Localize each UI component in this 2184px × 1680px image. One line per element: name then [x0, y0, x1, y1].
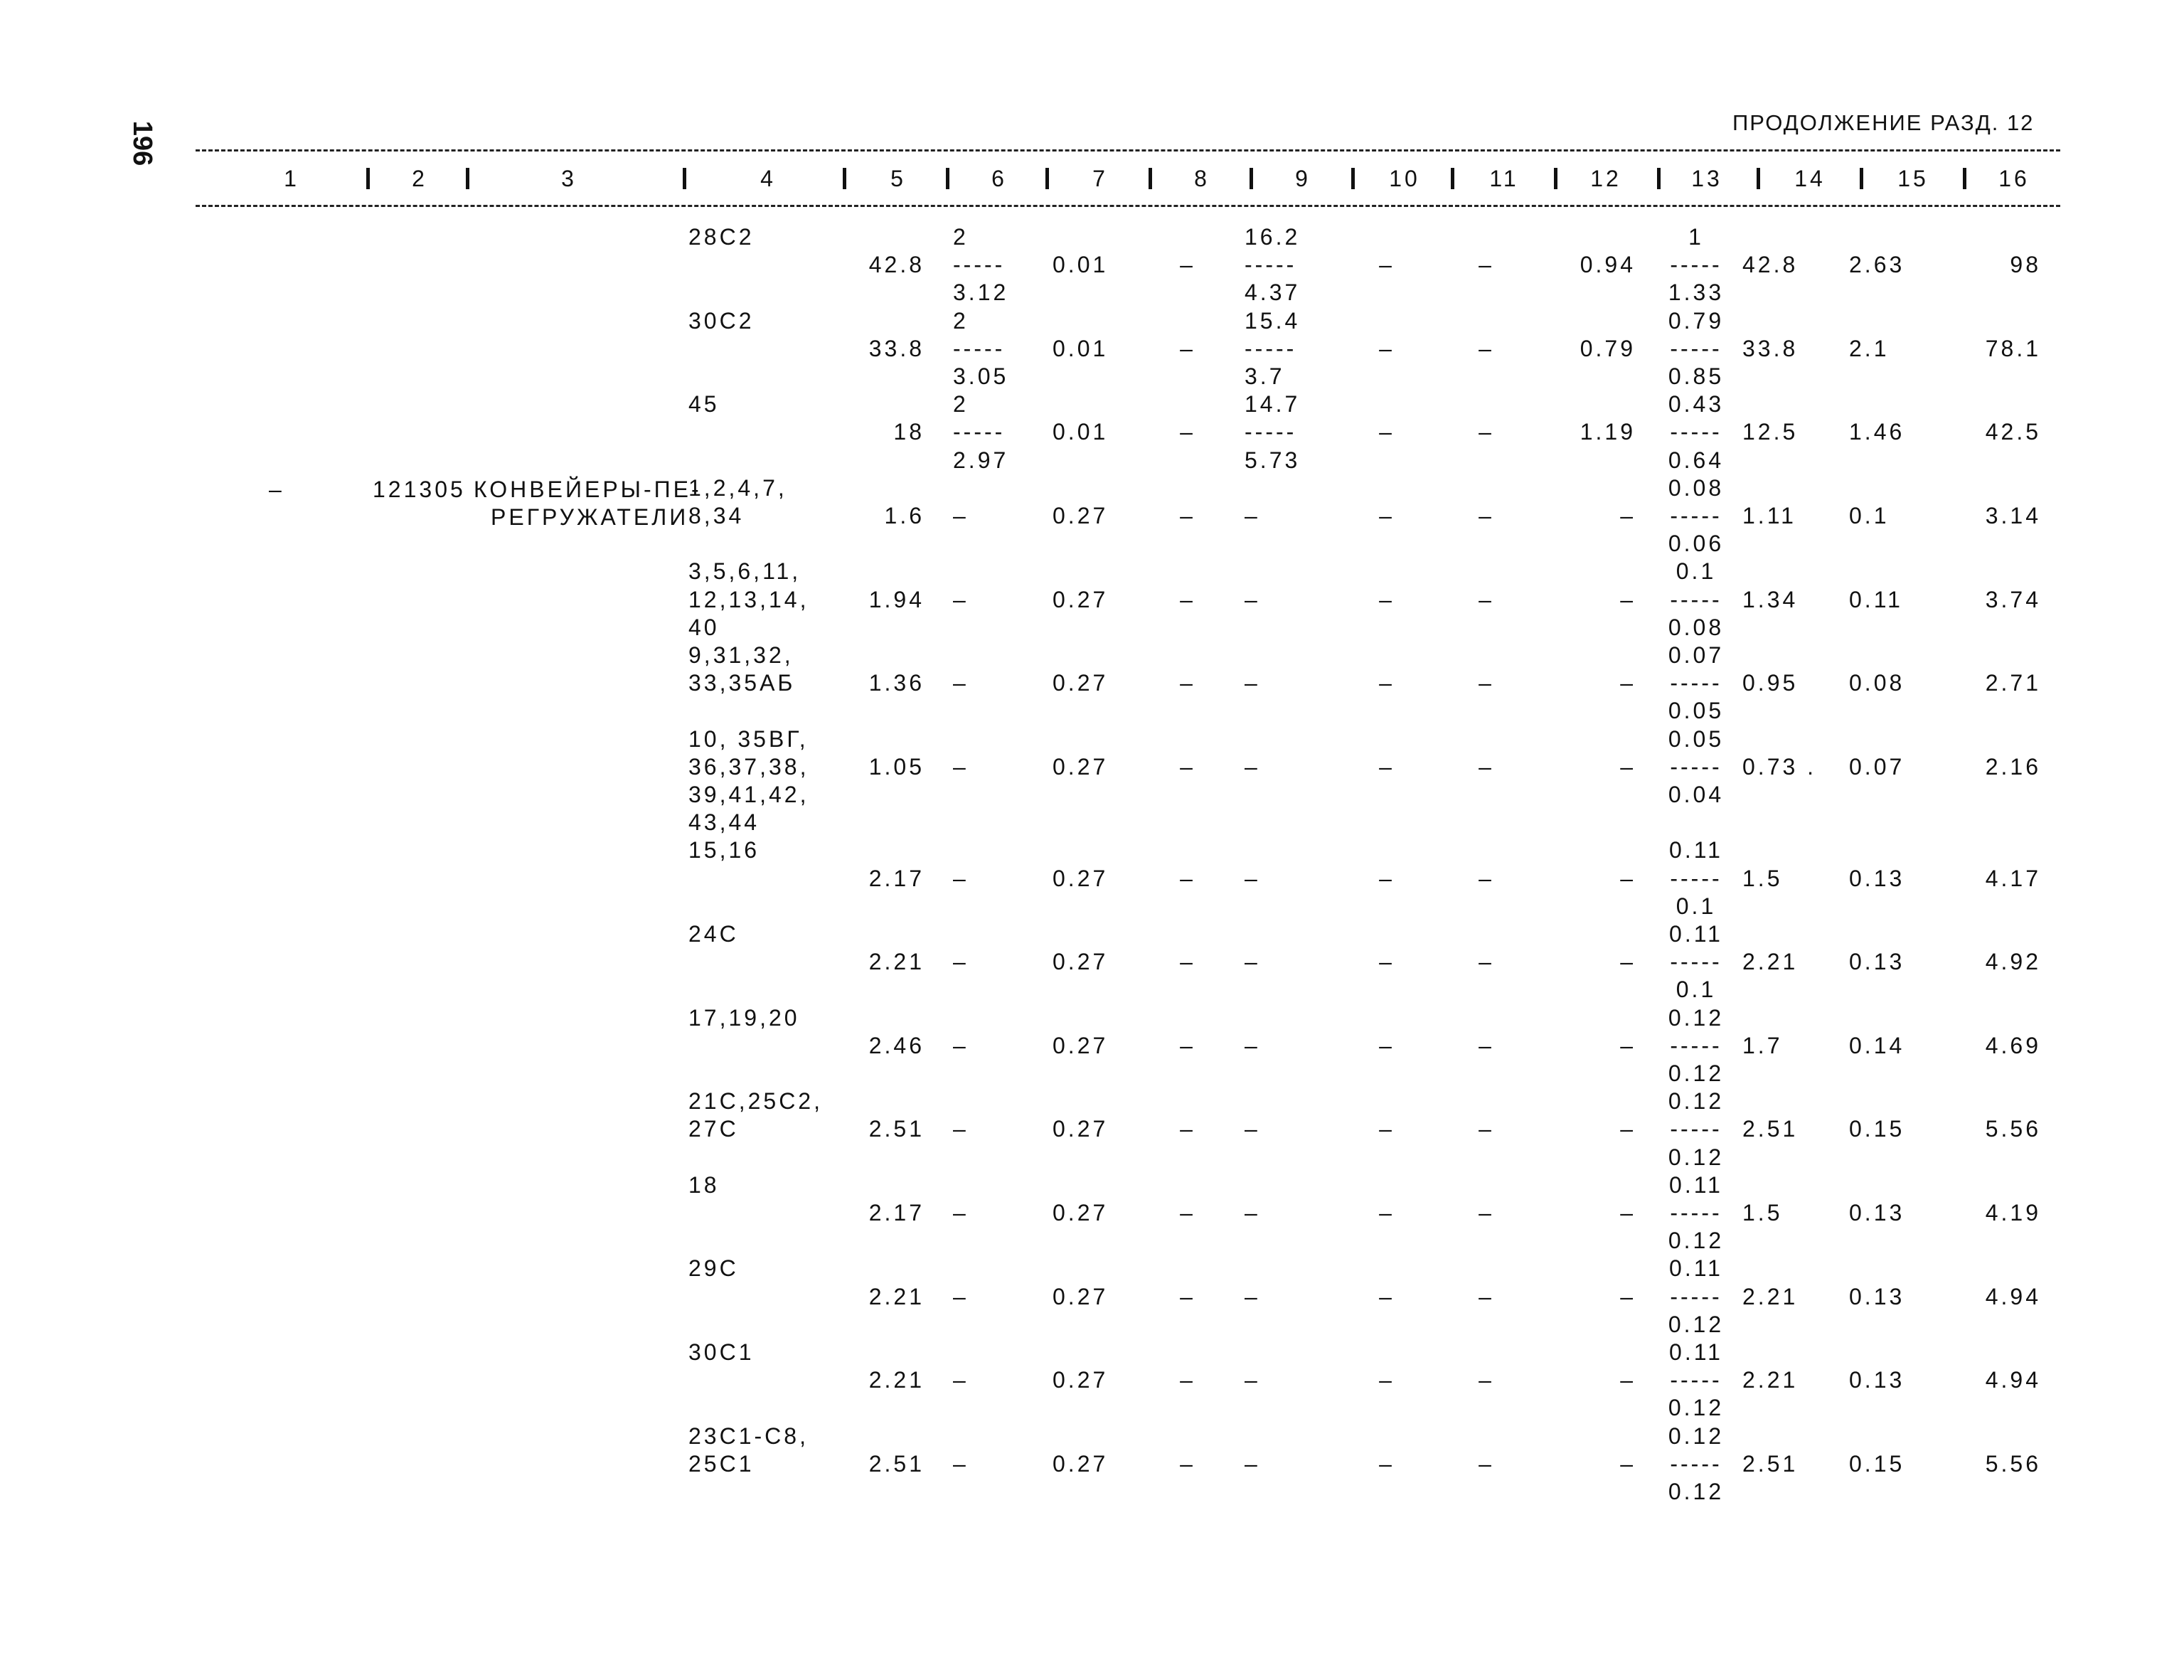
cell-c11: –: [1479, 1200, 1494, 1226]
cell-c8: –: [1180, 252, 1195, 278]
cell-c15: 2.63: [1849, 252, 1905, 278]
fraction-c13-bar: -----: [1670, 335, 1722, 361]
fraction-c13-bar: -----: [1670, 1032, 1722, 1058]
fraction-c13-numerator: 0.11: [1669, 1339, 1723, 1365]
column-header-4: 4: [760, 166, 776, 191]
cell-c15: 0.15: [1849, 1116, 1905, 1142]
fraction-c13-bar: -----: [1670, 949, 1722, 975]
fraction-c13-bar: -----: [1670, 1367, 1722, 1393]
cell-c15: 0.15: [1849, 1450, 1905, 1477]
cell-c6: –: [953, 1116, 969, 1142]
column-header-8: 8: [1194, 166, 1210, 191]
group-code: 121305: [373, 477, 466, 502]
cell-c9: –: [1245, 865, 1260, 891]
cell-c8: –: [1180, 865, 1195, 891]
cell-c16: 98: [2010, 252, 2041, 278]
fraction-c13-denominator: 0.12: [1668, 1060, 1725, 1086]
fraction-c13-bar: -----: [1670, 1450, 1722, 1477]
fraction-c13-numerator: 0.11: [1669, 1255, 1723, 1282]
cell-c15: 0.13: [1849, 1200, 1905, 1226]
cell-c5: 2.17: [868, 865, 925, 891]
fraction-c13-denominator: 0.12: [1668, 1144, 1725, 1170]
column-separator: [1149, 168, 1152, 189]
cell-c12: –: [1620, 1116, 1636, 1142]
fraction-c13-denominator: 0.05: [1668, 698, 1725, 724]
column-separator: [946, 168, 949, 189]
cell-c8: –: [1180, 586, 1195, 612]
column-separator: [1451, 168, 1454, 189]
cell-c15: 1.46: [1849, 419, 1905, 445]
cell-c5: 2.46: [868, 1032, 925, 1058]
column-separator: [1757, 168, 1760, 189]
cell-c16: 2.16: [1985, 753, 2041, 780]
cell-c12: –: [1620, 1450, 1636, 1477]
cell-c6: –: [953, 586, 969, 612]
cell-c7: 0.27: [1053, 1450, 1109, 1477]
cell-c9: –: [1245, 949, 1260, 975]
fraction-c13-numerator: 0.12: [1668, 1004, 1725, 1031]
column-header-15: 15: [1897, 166, 1929, 191]
cell-c5: 2.51: [868, 1116, 925, 1142]
cell-c7: 0.27: [1053, 949, 1109, 975]
fraction-c13-numerator: 0.12: [1668, 1423, 1725, 1449]
fraction-c13-bar: -----: [1670, 865, 1722, 891]
cell-c16: 5.56: [1985, 1450, 2041, 1477]
fraction-c6-bar: -----: [953, 252, 1006, 278]
column-header-3: 3: [561, 166, 577, 191]
fraction-c13-numerator: 0.12: [1668, 1088, 1725, 1115]
cell-c15: 0.14: [1849, 1032, 1905, 1058]
cell-c14: 2.51: [1742, 1116, 1799, 1142]
fraction-c13-numerator: 0.05: [1668, 725, 1725, 752]
column-separator: [366, 168, 370, 189]
cell-c9: –: [1245, 503, 1260, 528]
cell-c14: 0.95: [1742, 670, 1799, 696]
cell-c7: 0.27: [1053, 1116, 1109, 1142]
column-separator: [1657, 168, 1661, 189]
cell-c7: 0.27: [1053, 503, 1109, 528]
fraction-c13-denominator: 0.08: [1668, 614, 1725, 640]
fraction-c9-numerator: 15.4: [1245, 307, 1301, 334]
cell-c10: –: [1379, 949, 1395, 975]
cell-c7: 0.27: [1053, 1283, 1109, 1309]
row-designation-line: 27С: [688, 1116, 739, 1142]
column-header-13: 13: [1691, 166, 1722, 191]
cell-c10: –: [1379, 753, 1395, 780]
cell-c8: –: [1180, 1032, 1195, 1058]
cell-c8: –: [1180, 503, 1195, 528]
cell-c14: 2.21: [1742, 1367, 1799, 1393]
cell-c6: –: [953, 503, 969, 528]
cell-c10: –: [1379, 1283, 1395, 1309]
cell-c10: –: [1379, 503, 1395, 528]
fraction-c6-numerator: 2: [953, 391, 969, 418]
row-designation-line: 43,44: [688, 809, 760, 836]
column-header-11: 11: [1489, 166, 1519, 191]
row-designation-line: 18: [688, 1171, 720, 1198]
row-designation-line: 30С1: [688, 1339, 755, 1365]
cell-c7: 0.01: [1053, 419, 1109, 445]
column-header-2: 2: [412, 166, 427, 191]
cell-c8: –: [1180, 1450, 1195, 1477]
fraction-c6-bar: -----: [953, 335, 1006, 361]
cell-c8: –: [1180, 335, 1195, 361]
cell-c5: 2.17: [868, 1200, 925, 1226]
column-header-10: 10: [1389, 166, 1420, 191]
cell-c5: 2.51: [868, 1450, 925, 1477]
row-designation-line: 23С1-С8,: [688, 1423, 809, 1449]
column-separator: [1963, 168, 1966, 189]
cell-c15: 2.1: [1849, 335, 1890, 361]
cell-c12: 1.19: [1580, 419, 1636, 445]
cell-c6: –: [953, 670, 969, 696]
column-header-9: 9: [1295, 166, 1311, 191]
row-designation-line: 17,19,20: [688, 1004, 800, 1031]
cell-c9: –: [1245, 670, 1260, 696]
cell-c12: –: [1620, 586, 1636, 612]
cell-c14: 2.21: [1742, 1283, 1799, 1309]
row-designation-line: 25С1: [688, 1450, 755, 1477]
column-header-12: 12: [1590, 166, 1621, 191]
cell-c16: 4.19: [1985, 1200, 2041, 1226]
cell-c10: –: [1379, 1200, 1395, 1226]
fraction-c13-bar: -----: [1670, 252, 1722, 278]
cell-c11: –: [1479, 335, 1494, 361]
row-designation-line: 21С,25С2,: [688, 1088, 823, 1115]
column-header-16: 16: [1998, 166, 2030, 191]
cell-c9: –: [1245, 753, 1260, 780]
column-header-7: 7: [1092, 166, 1108, 191]
cell-c10: –: [1379, 670, 1395, 696]
cell-c9: –: [1245, 586, 1260, 612]
fraction-c13-numerator: 0.08: [1668, 474, 1725, 501]
cell-c11: –: [1479, 949, 1494, 975]
cell-c7: 0.01: [1053, 335, 1109, 361]
cell-c5: 2.21: [868, 949, 925, 975]
cell-c12: –: [1620, 670, 1636, 696]
cell-c12: –: [1620, 753, 1636, 780]
fraction-c6-bar: -----: [953, 419, 1006, 445]
cell-c15: 0.11: [1849, 586, 1903, 612]
cell-c9: –: [1245, 1032, 1260, 1058]
cell-c14: 1.5: [1742, 865, 1783, 891]
cell-c12: –: [1620, 1200, 1636, 1226]
cell-c9: –: [1245, 1200, 1260, 1226]
row-designation-line: 9,31,32,: [688, 642, 794, 668]
fraction-c13-denominator: 1.33: [1668, 280, 1725, 306]
cell-c15: 0.08: [1849, 670, 1905, 696]
cell-c10: –: [1379, 335, 1395, 361]
cell-c8: –: [1180, 419, 1195, 445]
row-designation-line: 45: [688, 391, 720, 418]
fraction-c9-bar: -----: [1245, 252, 1297, 278]
cell-c11: –: [1479, 1367, 1494, 1393]
cell-c11: –: [1479, 1283, 1494, 1309]
fraction-c13-denominator: 0.64: [1668, 447, 1725, 473]
cell-c8: –: [1180, 1283, 1195, 1309]
cell-c7: 0.01: [1053, 252, 1109, 278]
column-header-5: 5: [890, 166, 906, 191]
cell-c10: –: [1379, 1450, 1395, 1477]
fraction-c13-bar: -----: [1670, 503, 1722, 528]
cell-c16: 4.69: [1985, 1032, 2041, 1058]
row-designation-line: 3,5,6,11,: [688, 558, 801, 585]
cell-c12: 0.94: [1580, 252, 1636, 278]
cell-c5: 1.94: [868, 586, 925, 612]
cell-c12: –: [1620, 865, 1636, 891]
cell-c5: 1.05: [868, 753, 925, 780]
cell-c11: –: [1479, 252, 1494, 278]
cell-c11: –: [1479, 586, 1494, 612]
cell-c12: 0.79: [1580, 335, 1636, 361]
column-separator: [683, 168, 686, 189]
cell-c15: 0.07: [1849, 753, 1905, 780]
cell-c10: –: [1379, 1032, 1395, 1058]
cell-c16: 3.74: [1985, 586, 2041, 612]
column-separator: [466, 168, 469, 189]
cell-c8: –: [1180, 949, 1195, 975]
cell-c12: –: [1620, 949, 1636, 975]
fraction-c13-bar: -----: [1670, 1283, 1722, 1309]
fraction-c13-bar: -----: [1670, 1116, 1722, 1142]
fraction-c13-denominator: 0.1: [1676, 977, 1717, 1003]
cell-c16: 42.5: [1985, 419, 2041, 445]
fraction-c9-bar: -----: [1245, 335, 1297, 361]
column-separator: [1250, 168, 1253, 189]
cell-c10: –: [1379, 1367, 1395, 1393]
fraction-c13-denominator: 0.12: [1668, 1311, 1725, 1337]
cell-c15: 0.13: [1849, 1367, 1905, 1393]
cell-c9: –: [1245, 1367, 1260, 1393]
cell-c11: –: [1479, 865, 1494, 891]
row-designation-line: 29С: [688, 1255, 739, 1282]
cell-c8: –: [1180, 753, 1195, 780]
cell-c11: –: [1479, 1032, 1494, 1058]
fraction-c13-numerator: 0.11: [1669, 1171, 1723, 1198]
cell-c15: 0.13: [1849, 865, 1905, 891]
fraction-c13-denominator: 0.06: [1668, 531, 1725, 557]
row-designation-line: 33,35АБ: [688, 670, 796, 696]
cell-c6: –: [953, 1450, 969, 1477]
cell-c6: –: [953, 949, 969, 975]
cell-c7: 0.27: [1053, 753, 1109, 780]
cell-c10: –: [1379, 252, 1395, 278]
cell-c6: –: [953, 1032, 969, 1058]
fraction-c9-numerator: 14.7: [1245, 391, 1301, 418]
group-name-line2: РЕГРУЖАТЕЛИ: [491, 504, 689, 530]
fraction-c9-denominator: 3.7: [1245, 363, 1285, 389]
cell-c11: –: [1479, 1116, 1494, 1142]
fraction-c6-denominator: 3.12: [953, 280, 1009, 306]
cell-c8: –: [1180, 670, 1195, 696]
cell-c5: 42.8: [868, 252, 925, 278]
group-dash: –: [269, 477, 284, 502]
cell-c16: 4.92: [1985, 949, 2041, 975]
group-name-line1: КОНВЕЙЕРЫ-ПЕ-: [474, 477, 702, 502]
cell-c14: 0.73 .: [1742, 753, 1817, 780]
cell-c7: 0.27: [1053, 865, 1109, 891]
cell-c5: 2.21: [868, 1367, 925, 1393]
cell-c16: 3.14: [1985, 503, 2041, 528]
row-designation-line: 39,41,42,: [688, 782, 809, 807]
cell-c12: –: [1620, 1283, 1636, 1309]
fraction-c13-denominator: 0.12: [1668, 1479, 1725, 1504]
cell-c12: –: [1620, 1032, 1636, 1058]
cell-c7: 0.27: [1053, 1032, 1109, 1058]
cell-c16: 4.94: [1985, 1283, 2041, 1309]
cell-c10: –: [1379, 865, 1395, 891]
cell-c15: 0.13: [1849, 1283, 1905, 1309]
cell-c14: 1.34: [1742, 586, 1799, 612]
row-designation-line: 40: [688, 614, 720, 640]
cell-c12: –: [1620, 503, 1636, 528]
cell-c15: 0.13: [1849, 949, 1905, 975]
row-designation-line: 15,16: [688, 837, 760, 863]
cell-c9: –: [1245, 1116, 1260, 1142]
row-designation-line: 36,37,38,: [688, 753, 809, 780]
cell-c14: 1.7: [1742, 1032, 1783, 1058]
header-bottom-rule: [196, 205, 2060, 207]
cell-c16: 4.17: [1985, 865, 2041, 891]
column-header-6: 6: [991, 166, 1007, 191]
cell-c14: 33.8: [1742, 335, 1799, 361]
cell-c11: –: [1479, 670, 1494, 696]
cell-c12: –: [1620, 1367, 1636, 1393]
fraction-c6-denominator: 2.97: [953, 447, 1009, 473]
fraction-c13-numerator: 0.11: [1669, 837, 1723, 863]
cell-c7: 0.27: [1053, 1200, 1109, 1226]
cell-c5: 1.6: [884, 503, 925, 528]
cell-c15: 0.1: [1849, 503, 1890, 528]
cell-c8: –: [1180, 1200, 1195, 1226]
cell-c5: 1.36: [868, 670, 925, 696]
cell-c9: –: [1245, 1283, 1260, 1309]
cell-c14: 42.8: [1742, 252, 1799, 278]
cell-c5: 33.8: [868, 335, 925, 361]
header-top-rule: [196, 149, 2060, 151]
column-header-14: 14: [1794, 166, 1826, 191]
row-designation-line: 8,34: [688, 503, 745, 528]
page-number: 196: [127, 120, 158, 166]
fraction-c13-numerator: 0.07: [1668, 642, 1725, 668]
fraction-c6-numerator: 2: [953, 307, 969, 334]
cell-c14: 12.5: [1742, 419, 1799, 445]
fraction-c13-denominator: 0.12: [1668, 1395, 1725, 1421]
fraction-c6-denominator: 3.05: [953, 363, 1009, 389]
cell-c11: –: [1479, 419, 1494, 445]
fraction-c9-bar: -----: [1245, 419, 1297, 445]
fraction-c13-numerator: 1: [1688, 224, 1704, 250]
cell-c14: 2.21: [1742, 949, 1799, 975]
fraction-c9-numerator: 16.2: [1245, 224, 1301, 250]
cell-c7: 0.27: [1053, 670, 1109, 696]
column-separator: [843, 168, 846, 189]
cell-c16: 5.56: [1985, 1116, 2041, 1142]
cell-c10: –: [1379, 586, 1395, 612]
fraction-c9-denominator: 5.73: [1245, 447, 1301, 473]
column-separator: [1351, 168, 1355, 189]
cell-c8: –: [1180, 1367, 1195, 1393]
row-designation-line: 24С: [688, 921, 739, 947]
cell-c16: 78.1: [1985, 335, 2041, 361]
cell-c14: 2.51: [1742, 1450, 1799, 1477]
fraction-c13-bar: -----: [1670, 670, 1722, 696]
fraction-c13-denominator: 0.85: [1668, 363, 1725, 389]
cell-c5: 2.21: [868, 1283, 925, 1309]
cell-c16: 2.71: [1985, 670, 2041, 696]
row-designation-line: 10, 35ВГ,: [688, 725, 809, 752]
cell-c14: 1.5: [1742, 1200, 1783, 1226]
fraction-c13-bar: -----: [1670, 586, 1722, 612]
cell-c6: –: [953, 1200, 969, 1226]
cell-c10: –: [1379, 1116, 1395, 1142]
fraction-c13-denominator: 0.1: [1676, 893, 1717, 919]
fraction-c13-bar: -----: [1670, 419, 1722, 445]
column-separator: [1045, 168, 1049, 189]
cell-c8: –: [1180, 1116, 1195, 1142]
cell-c14: 1.11: [1742, 503, 1796, 528]
column-header-1: 1: [284, 166, 299, 191]
fraction-c6-numerator: 2: [953, 224, 969, 250]
cell-c6: –: [953, 865, 969, 891]
fraction-c9-denominator: 4.37: [1245, 280, 1301, 306]
fraction-c13-denominator: 0.04: [1668, 782, 1725, 807]
cell-c11: –: [1479, 503, 1494, 528]
cell-c5: 18: [893, 419, 925, 445]
row-designation-line: 12,13,14,: [688, 586, 809, 612]
cell-c9: –: [1245, 1450, 1260, 1477]
row-designation-line: 30С2: [688, 307, 755, 334]
cell-c11: –: [1479, 753, 1494, 780]
row-designation-line: 28С2: [688, 224, 755, 250]
cell-c6: –: [953, 1367, 969, 1393]
cell-c7: 0.27: [1053, 586, 1109, 612]
fraction-c13-numerator: 0.1: [1676, 558, 1717, 585]
cell-c6: –: [953, 1283, 969, 1309]
cell-c10: –: [1379, 419, 1395, 445]
cell-c7: 0.27: [1053, 1367, 1109, 1393]
cell-c11: –: [1479, 1450, 1494, 1477]
fraction-c13-numerator: 0.43: [1668, 391, 1725, 418]
fraction-c13-bar: -----: [1670, 753, 1722, 780]
column-separator: [1860, 168, 1863, 189]
column-separator: [1554, 168, 1557, 189]
cell-c16: 4.94: [1985, 1367, 2041, 1393]
fraction-c13-bar: -----: [1670, 1200, 1722, 1226]
fraction-c13-numerator: 0.11: [1669, 921, 1723, 947]
fraction-c13-denominator: 0.12: [1668, 1228, 1725, 1254]
cell-c6: –: [953, 753, 969, 780]
row-designation-line: 1,2,4,7,: [688, 474, 787, 501]
continuation-header: ПРОДОЛЖЕНИЕ РАЗД. 12: [1732, 110, 2035, 135]
fraction-c13-numerator: 0.79: [1668, 307, 1725, 334]
